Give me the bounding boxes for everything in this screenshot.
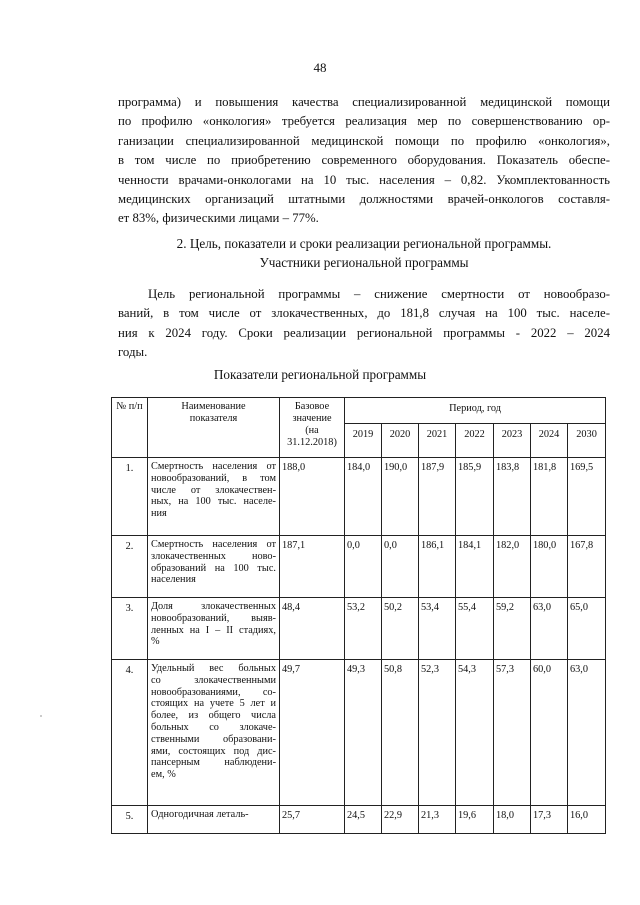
year-value: 184,0 <box>345 458 382 536</box>
header-number: № п/п <box>112 398 148 458</box>
year-value: 16,0 <box>568 806 606 834</box>
indicator-name-line: ния <box>151 508 167 520</box>
header-year: 2019 <box>345 424 382 458</box>
base-value: 48,4 <box>280 598 345 660</box>
year-value: 65,0 <box>568 598 606 660</box>
base-value: 49,7 <box>280 660 345 806</box>
header-base-value <box>280 398 345 458</box>
row-number: 2. <box>112 536 148 598</box>
indicator-name-line: населения <box>151 574 196 586</box>
indicator-name-line: Удельный вес больных <box>151 663 276 674</box>
year-value: 63,0 <box>531 598 568 660</box>
row-number: 1. <box>112 458 148 536</box>
indicator-name-line: со злокачественными <box>151 674 276 686</box>
table-title: Показатели региональной программы <box>213 367 427 382</box>
indicators-table <box>111 397 606 834</box>
table-row <box>112 458 606 536</box>
header-year: 2023 <box>494 424 531 458</box>
year-value: 50,2 <box>382 598 419 660</box>
text-line: ния к 2024 году. Сроки реализации региональной программы - 2022 – 2024 <box>118 325 610 340</box>
header-base-line: (на <box>305 425 319 436</box>
year-value: 50,8 <box>382 660 419 806</box>
indicator-name-line: Доля злокачественных <box>151 601 276 612</box>
indicator-name-line: новообразований, выяв- <box>151 612 276 624</box>
year-value: 60,0 <box>531 660 568 806</box>
year-value: 17,3 <box>531 806 568 834</box>
year-value: 52,3 <box>419 660 456 806</box>
header-indicator-name: Наименование показателя <box>148 398 280 458</box>
indicator-name-line: стоящих на учете 5 лет и <box>151 698 276 710</box>
row-number: 3. <box>112 598 148 660</box>
indicator-name-line: злокачественных ново- <box>151 550 276 562</box>
year-value: 59,2 <box>494 598 531 660</box>
year-value: 0,0 <box>345 536 382 598</box>
scan-artifact <box>40 715 42 717</box>
table-row <box>112 598 606 660</box>
indicator-name-line: Смертность населения от <box>151 461 276 472</box>
indicator-name <box>148 598 280 660</box>
header-year: 2020 <box>382 424 419 458</box>
year-value: 183,8 <box>494 458 531 536</box>
table-row <box>112 806 606 834</box>
text-line: программа) и повышения качества специализированной медицинской помощи <box>118 95 610 109</box>
indicator-name-line: новообразованиями, со- <box>151 686 276 698</box>
paragraph-oncology-staffing <box>118 93 610 229</box>
section-heading-line: Участники региональной программы <box>259 255 469 270</box>
year-value: 19,6 <box>456 806 494 834</box>
year-value: 167,8 <box>568 536 606 598</box>
indicator-name-line: более, из общего числа <box>151 710 276 722</box>
year-value: 185,9 <box>456 458 494 536</box>
year-value: 49,3 <box>345 660 382 806</box>
text-line: медицинских организаций штатными должностями врачей-онкологов составля- <box>118 192 610 207</box>
year-value: 182,0 <box>494 536 531 598</box>
indicator-name <box>148 458 280 536</box>
header-year: 2022 <box>456 424 494 458</box>
indicator-name-line: новообразований, в том <box>151 472 276 484</box>
header-base-line: значение <box>292 413 332 424</box>
indicator-name-line: ями, состоящих под дис- <box>151 745 276 757</box>
year-value: 18,0 <box>494 806 531 834</box>
base-value: 188,0 <box>280 458 345 536</box>
year-value: 181,8 <box>531 458 568 536</box>
year-value: 57,3 <box>494 660 531 806</box>
text-line: ет 83%, физическими лицами – 77%. <box>118 211 319 226</box>
year-value: 169,5 <box>568 458 606 536</box>
text-line: ганизации специализированной медицинской помощи по профилю «онкология», <box>118 133 610 148</box>
year-value: 186,1 <box>419 536 456 598</box>
year-value: 0,0 <box>382 536 419 598</box>
page-number: 48 <box>313 60 327 75</box>
year-value: 21,3 <box>419 806 456 834</box>
text-line: ваний, в том числе от злокачественных, до 181,8 случая на 100 тыс. населе- <box>118 306 610 321</box>
year-value: 22,9 <box>382 806 419 834</box>
text-line: в том числе по приобретению современного оборудования. Показатель обеспе- <box>118 153 610 168</box>
year-value: 190,0 <box>382 458 419 536</box>
base-value: 25,7 <box>280 806 345 834</box>
indicator-name-line: больных со злокаче- <box>151 721 276 733</box>
header-year: 2024 <box>531 424 568 458</box>
header-year: 2021 <box>419 424 456 458</box>
section-heading <box>118 234 610 272</box>
text-line: годы. <box>118 345 148 360</box>
year-value: 53,4 <box>419 598 456 660</box>
row-number: 4. <box>112 660 148 806</box>
indicator-name-line: ленных на I – II стадиях, <box>151 624 276 636</box>
year-value: 184,1 <box>456 536 494 598</box>
text-line: по профилю «онкология» требуется реализация мер по совершенствованию ор- <box>118 114 610 129</box>
indicator-name <box>148 806 280 834</box>
header-base-line: 31.12.2018) <box>287 437 337 448</box>
indicator-name-line: пансерным наблюдени- <box>151 757 276 769</box>
indicator-name-line: числе от злокачествен- <box>151 484 276 496</box>
year-value: 53,2 <box>345 598 382 660</box>
indicator-name-line: % <box>151 636 160 648</box>
year-value: 180,0 <box>531 536 568 598</box>
indicator-name-line: Одногодичная леталь- <box>151 809 249 820</box>
indicator-name-line: Смертность населения от <box>151 539 276 550</box>
indicator-name-line: ственными образовани- <box>151 733 276 745</box>
header-base-line: Базовое <box>294 401 330 412</box>
indicator-name-line: ных, на 100 тыс. населе- <box>151 496 276 508</box>
header-year: 2030 <box>568 424 606 458</box>
base-value: 187,1 <box>280 536 345 598</box>
row-number: 5. <box>112 806 148 834</box>
text-line: Цель региональной программы – снижение смертности от новообразо- <box>148 287 610 301</box>
year-value: 187,9 <box>419 458 456 536</box>
header-period: Период, год <box>345 398 606 424</box>
year-value: 55,4 <box>456 598 494 660</box>
year-value: 24,5 <box>345 806 382 834</box>
indicator-name-line: образований на 100 тыс. <box>151 562 276 574</box>
table-row <box>112 660 606 806</box>
indicator-name <box>148 536 280 598</box>
text-line: ченности врачами-онкологами на 10 тыс. населения – 0,82. Укомплектованность <box>118 172 610 187</box>
year-value: 63,0 <box>568 660 606 806</box>
indicator-name-line: ем, % <box>151 769 176 781</box>
section-heading-line: 2. Цель, показатели и сроки реализации региональной программы. <box>176 236 552 251</box>
paragraph-program-goal <box>118 285 610 363</box>
year-value: 54,3 <box>456 660 494 806</box>
table-row <box>112 536 606 598</box>
indicator-name <box>148 660 280 806</box>
